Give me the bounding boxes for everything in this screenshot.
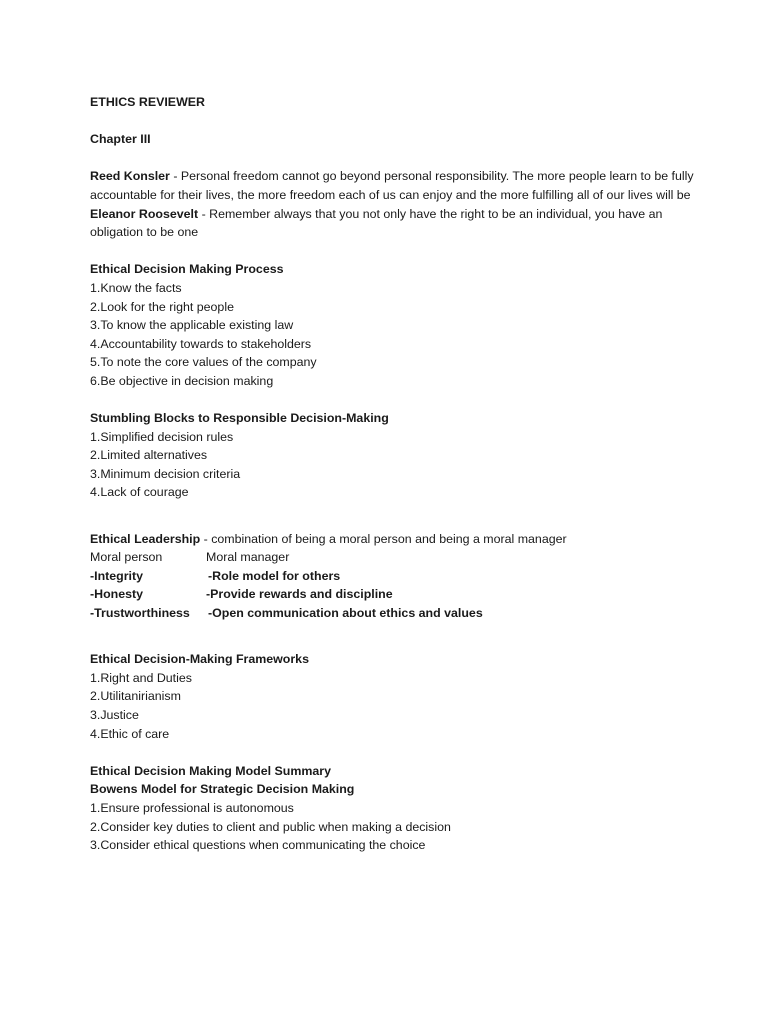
list-item: 4.Ethic of care [90,726,170,741]
list-item: 2.Utilitanirianism [90,689,181,704]
section-heading-leadership: Ethical Leadership [90,531,201,546]
section-heading-model-summary: Ethical Decision Making Model Summary [90,763,331,778]
quote-author: Eleanor Roosevelt [90,206,199,221]
quote-author: Reed Konsler [90,169,170,184]
quote-eleanor-roosevelt [90,205,710,242]
col-header-moral-person: Moral person [90,550,163,565]
list-item: 3.Minimum decision criteria [90,466,241,481]
leadership-column-headers [90,548,710,567]
list-item: 4.Lack of courage [90,485,189,500]
leadership-row [90,567,710,586]
moral-person-trait: -Integrity [90,568,144,583]
list-item: 2.Look for the right people [90,299,234,314]
leadership-definition [90,530,710,549]
moral-person-trait: -Honesty [90,587,144,602]
quote-text: - Personal freedom cannot go beyond personal responsibility. The more people learn to be fully accountable for their lives, the more freedom each of us can enjoy and the more fulfilling all of our lives will be [90,169,694,202]
list-item: 2.Limited alternatives [90,448,208,463]
list-item: 3.To know the applicable existing law [90,318,294,333]
list-item: 4.Accountability towards to stakeholders [90,336,312,351]
list-item: 3.Justice [90,708,139,722]
list-item: 6.Be objective in decision making [90,373,274,388]
moral-manager-trait: -Role model for others [208,568,341,583]
list-item: 1.Know the facts [90,280,182,295]
quote-text: - Remember always that you not only have the right to be an individual, you have an obligation to be one [90,206,663,240]
document-title: ETHICS REVIEWER [90,95,205,109]
document-page [90,93,710,855]
list-item: 3.Consider ethical questions when communicating the choice [90,838,426,853]
list-item: 5.To note the core values of the company [90,355,317,370]
section-heading-process: Ethical Decision Making Process [90,262,284,277]
section-heading-stumbling-blocks: Stumbling Blocks to Responsible Decision-Making [90,411,389,426]
moral-manager-trait: -Open communication about ethics and values [208,606,483,621]
chapter-heading: Chapter III [90,132,151,147]
list-item: 1.Simplified decision rules [90,429,234,444]
leadership-row [90,585,710,604]
section-heading-frameworks: Ethical Decision-Making Frameworks [90,652,309,667]
moral-person-trait: -Trustworthiness [90,606,190,621]
moral-manager-trait: -Provide rewards and discipline [206,587,393,602]
leadership-row [90,604,710,623]
list-item: 1.Ensure professional is autonomous [90,800,294,815]
col-header-moral-manager: Moral manager [206,550,290,565]
list-item: 1.Right and Duties [90,670,192,685]
leadership-text: - combination of being a moral person and being a moral manager [200,531,567,546]
section-subheading-bowens-model: Bowens Model for Strategic Decision Making [90,782,355,797]
list-item: 2.Consider key duties to client and public when making a decision [90,819,451,834]
quote-reed-konsler [90,167,710,204]
